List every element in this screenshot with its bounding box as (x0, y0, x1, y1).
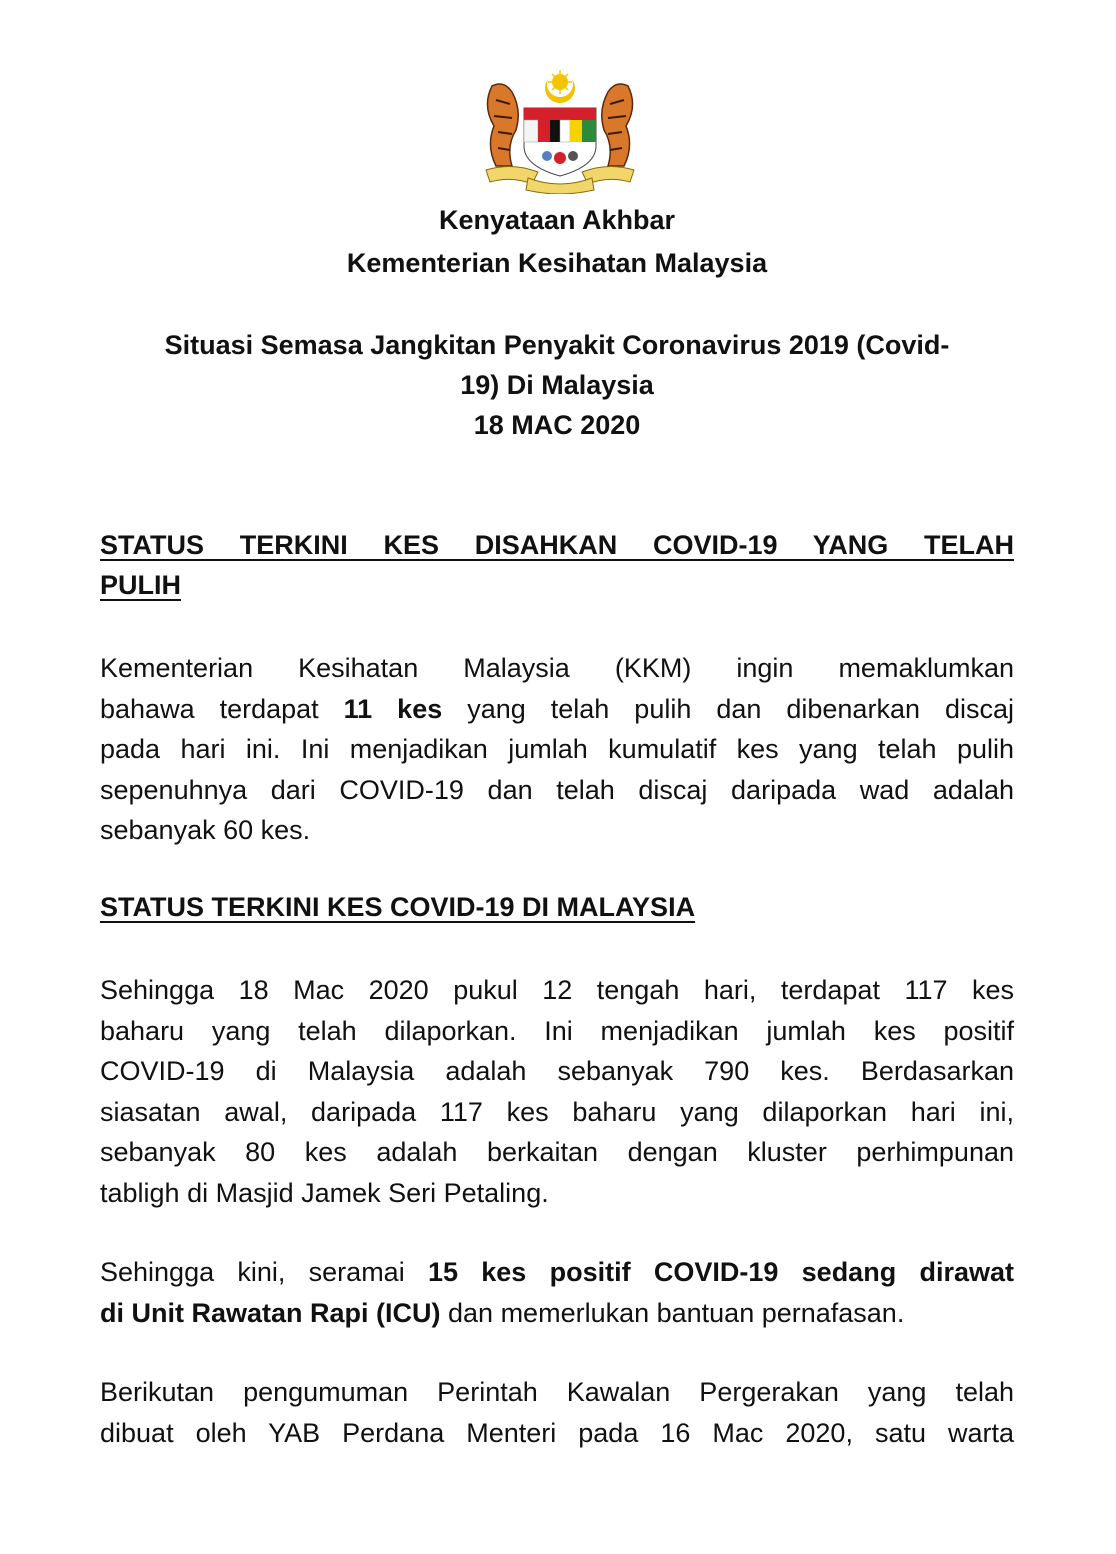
section-heading-recovered (100, 530, 1014, 561)
text-run: pada hari ini. Ini menjadikan jumlah kumulatif kes yang telah pulih (100, 734, 1014, 764)
section-heading-status-text: STATUS TERKINI KES COVID-19 DI MALAYSIA (100, 892, 696, 922)
recovered-today-count: 11 kes (343, 693, 443, 724)
text-run: dan memerlukan bantuan pernafasan. (440, 1297, 905, 1328)
text-run: yang telah pulih dan dibenarkan discaj (442, 693, 1014, 724)
press-release-label: Kenyataan Akhbar (438, 205, 676, 235)
paragraph-line: COVID-19 di Malaysia adalah sebanyak 790 kes. Berdasarkan (100, 1056, 1014, 1086)
document-title-line1: Situasi Semasa Jangkitan Penyakit Coronavirus 2019 (Covid- (164, 330, 950, 360)
text-run: sepenuhnya dari COVID-19 dan telah discaj daripada wad adalah (100, 774, 1014, 805)
paragraph-line (100, 810, 1014, 851)
icu-paragraph (100, 1252, 1014, 1333)
icu-unit-bold: di Unit Rawatan Rapi (ICU) (100, 1297, 441, 1328)
paragraph-line (100, 1252, 1014, 1293)
paragraph-line (100, 770, 1014, 811)
text-run: Sehingga kini, seramai (100, 1257, 428, 1287)
paragraph-line (100, 648, 1014, 689)
ministry-name: Kementerian Kesihatan Malaysia (346, 248, 768, 278)
paragraph-line: tabligh di Masjid Jamek Seri Petaling. (100, 1177, 549, 1208)
paragraph-line: Sehingga 18 Mac 2020 pukul 12 tengah hari, terdapat 117 kes (100, 975, 1014, 1005)
coat-of-arms-logo (472, 66, 648, 194)
text-run: sebanyak 60 kes. (100, 815, 311, 845)
crest-icon (472, 66, 648, 194)
movement-control-paragraph (100, 1372, 1014, 1453)
section-heading-recovered-cont (100, 570, 1014, 601)
section-heading-recovered-line2: PULIH (100, 570, 181, 600)
section-heading-recovered-line1: STATUS TERKINI KES DISAHKAN COVID-19 YANG TELAH (100, 530, 1014, 560)
paragraph-line (100, 1293, 1014, 1334)
paragraph-line: dibuat oleh YAB Perdana Menteri pada 16 Mac 2020, satu warta (100, 1417, 1014, 1448)
recovered-paragraph (100, 648, 1014, 851)
paragraph-line: baharu yang telah dilaporkan. Ini menjadikan jumlah kes positif (100, 1015, 1014, 1046)
paragraph-line (100, 689, 1014, 730)
document-title-line2: 19) Di Malaysia (460, 370, 654, 400)
case-status-paragraph (100, 970, 1014, 1213)
paragraph-line: siasatan awal, daripada 117 kes baharu yang dilaporkan hari ini, (100, 1096, 1014, 1127)
text-run: Kementerian Kesihatan Malaysia (KKM) ingin memaklumkan (100, 653, 1014, 683)
section-heading-status (100, 892, 1014, 923)
paragraph-line: Berikutan pengumuman Perintah Kawalan Pergerakan yang telah (100, 1377, 1014, 1407)
icu-count-bold: 15 kes positif COVID-19 sedang dirawat (427, 1257, 1014, 1287)
document-date: 18 MAC 2020 (473, 410, 641, 440)
paragraph-line (100, 729, 1014, 770)
paragraph-line: sebanyak 80 kes adalah berkaitan dengan kluster perhimpunan (100, 1137, 1014, 1167)
text-run: bahawa terdapat (100, 693, 344, 724)
